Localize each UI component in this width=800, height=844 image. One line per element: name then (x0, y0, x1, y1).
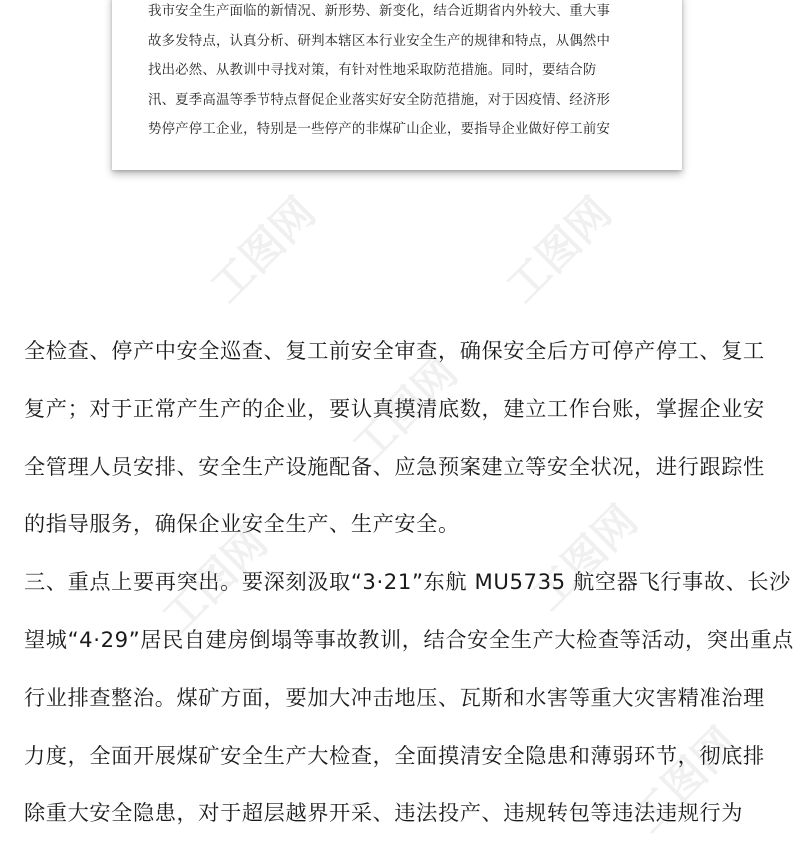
body-line: 全检查、停产中安全巡查、复工前安全审查，确保安全后方可停产停工、复工 (24, 338, 765, 363)
preview-line: 找出必然、从教训中寻找对策，有针对性地采取防范措施。同时，要结合防 (148, 63, 597, 78)
watermark: 工图网 (342, 347, 467, 472)
watermark: 工图网 (522, 495, 647, 620)
body-line: 力度，全面开展煤矿安全生产大检查，全面摸清安全隐患和薄弱环节，彻底排 (24, 742, 765, 768)
watermark: 工图网 (622, 717, 747, 842)
section-heading-line: 三、重点上要再突出。要深刻汲取“3·21”东航 MU5735 航空器飞行事故、长沙 (24, 569, 791, 595)
body-line: 行业排查整治。煤矿方面，要加大冲击地压、瓦斯和水害等重大灾害精准治理 (24, 684, 765, 710)
preview-line: 故多发特点，认真分析、研判本辖区本行业安全生产的规律和特点，从偶然中 (148, 33, 611, 49)
document-body (24, 322, 794, 842)
body-line: 复产；对于正常产生产的企业，要认真摸清底数，建立工作台账，掌握企业安 (24, 395, 765, 421)
body-line: 除重大安全隐患，对于超层越界开采、违法投产、违规转包等违法违规行为 (24, 800, 743, 826)
watermark: 工图网 (152, 517, 277, 642)
document-page-preview (112, 0, 682, 170)
preview-line: 汛、夏季高温等季节特点督促企业落实好安全防范措施，对于因疫情、经济形 (148, 92, 611, 108)
preview-line: 势停产停工企业，特别是一些停产的非煤矿山企业，要指导企业做好停工前安 (148, 122, 611, 137)
body-line: 的指导服务，确保企业安全生产、生产安全。 (24, 511, 460, 537)
body-line: 望城“4·29”居民自建房倒塌等事故教训，结合安全生产大检查等活动，突出重点 (24, 626, 794, 652)
preview-paragraph (148, 0, 653, 145)
preview-line: 我市安全生产面临的新情况、新形势、新变化，结合近期省内外较大、重大事 (148, 4, 611, 19)
body-line: 全管理人员安排、安全生产设施配备、应急预案建立等安全状况，进行跟踪性 (24, 453, 765, 479)
